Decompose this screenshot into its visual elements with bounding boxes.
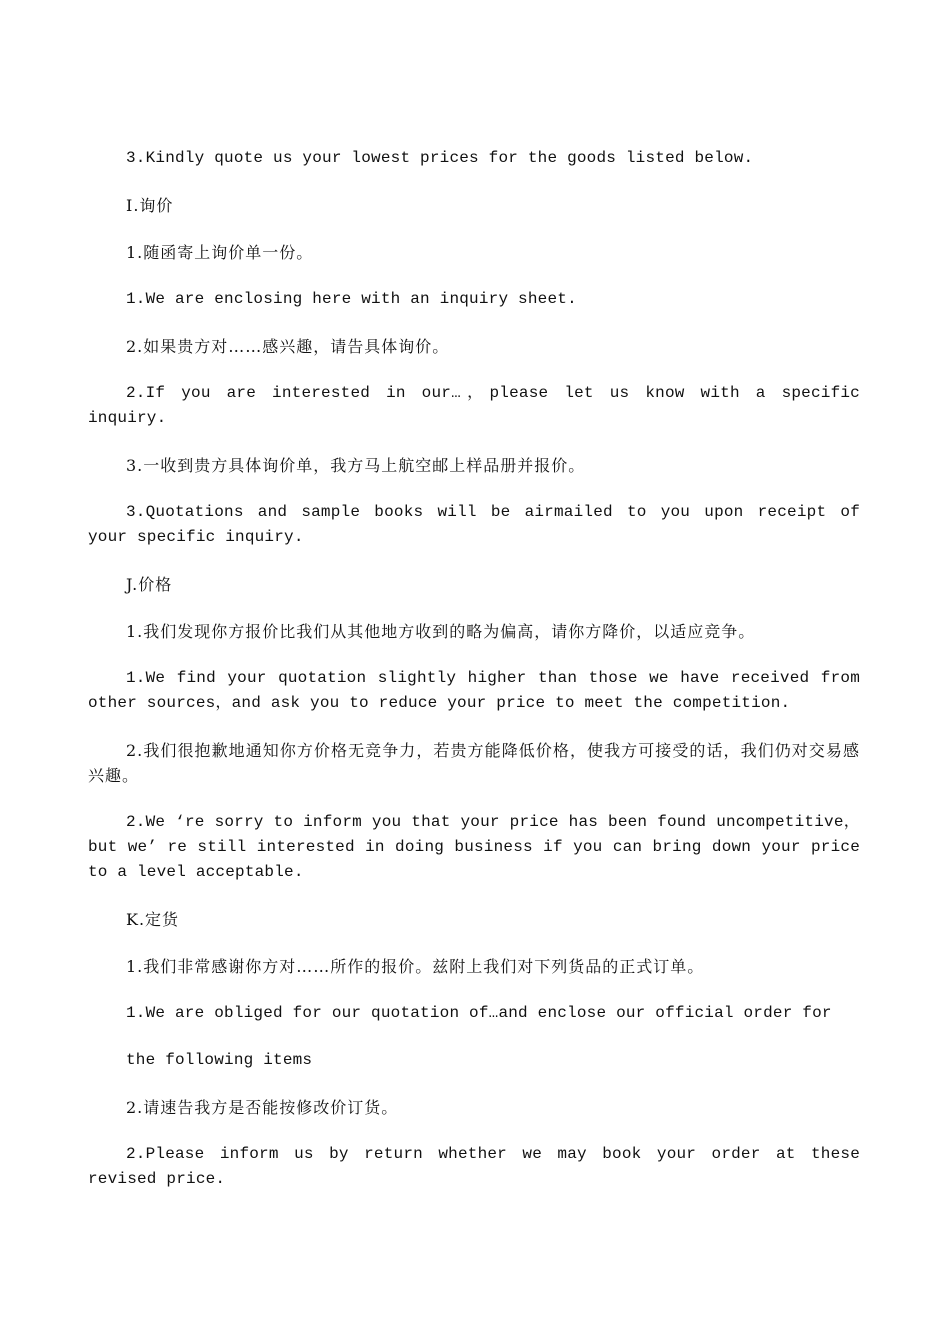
paragraph: 2.We ‘re sorry to inform you that your price has been found uncompetitive，but we’ re still interested in doing business if you can bring down your price to a level acceptable. [88, 813, 860, 881]
paragraph: 1.We are obliged for our quotation of…and enclose our official order for [126, 1004, 832, 1022]
paragraph: 2.请速告我方是否能按修改价订货。 [126, 1098, 399, 1117]
document-page [88, 146, 860, 1214]
paragraph: 2.我们很抱歉地通知你方价格无竞争力，若贵方能降低价格，使我方可接受的话，我们仍对交易感兴趣。 [88, 741, 860, 785]
paragraph: 2.If you are interested in our…，please let us know with a specific inquiry. [88, 384, 860, 427]
paragraph: 1.We are enclosing here with an inquiry sheet. [126, 290, 577, 308]
paragraph: 2.如果贵方对……感兴趣，请告具体询价。 [126, 337, 450, 356]
paragraph: 1.随函寄上询价单一份。 [126, 243, 314, 262]
paragraph: 1.我们发现你方报价比我们从其他地方收到的略为偏高，请你方降价，以适应竞争。 [126, 622, 756, 641]
section-heading: K.定货 [126, 910, 180, 929]
paragraph: 3.Kindly quote us your lowest prices for the goods listed below. [126, 149, 754, 167]
paragraph: 2.Please inform us by return whether we may book your order at these revised price. [88, 1145, 860, 1188]
paragraph: 3.一收到贵方具体询价单，我方马上航空邮上样品册并报价。 [126, 456, 586, 475]
paragraph: 1.We find your quotation slightly higher than those we have received from other sources，and ask you to reduce your price to meet the competition. [88, 669, 860, 712]
paragraph: the following items [126, 1051, 313, 1069]
section-heading: J.价格 [126, 575, 173, 594]
section-heading: I.询价 [126, 196, 174, 215]
paragraph: 1.我们非常感谢你方对……所作的报价。兹附上我们对下列货品的正式订单。 [126, 957, 705, 976]
paragraph: 3.Quotations and sample books will be airmailed to you upon receipt of your specific inquiry. [88, 503, 860, 546]
